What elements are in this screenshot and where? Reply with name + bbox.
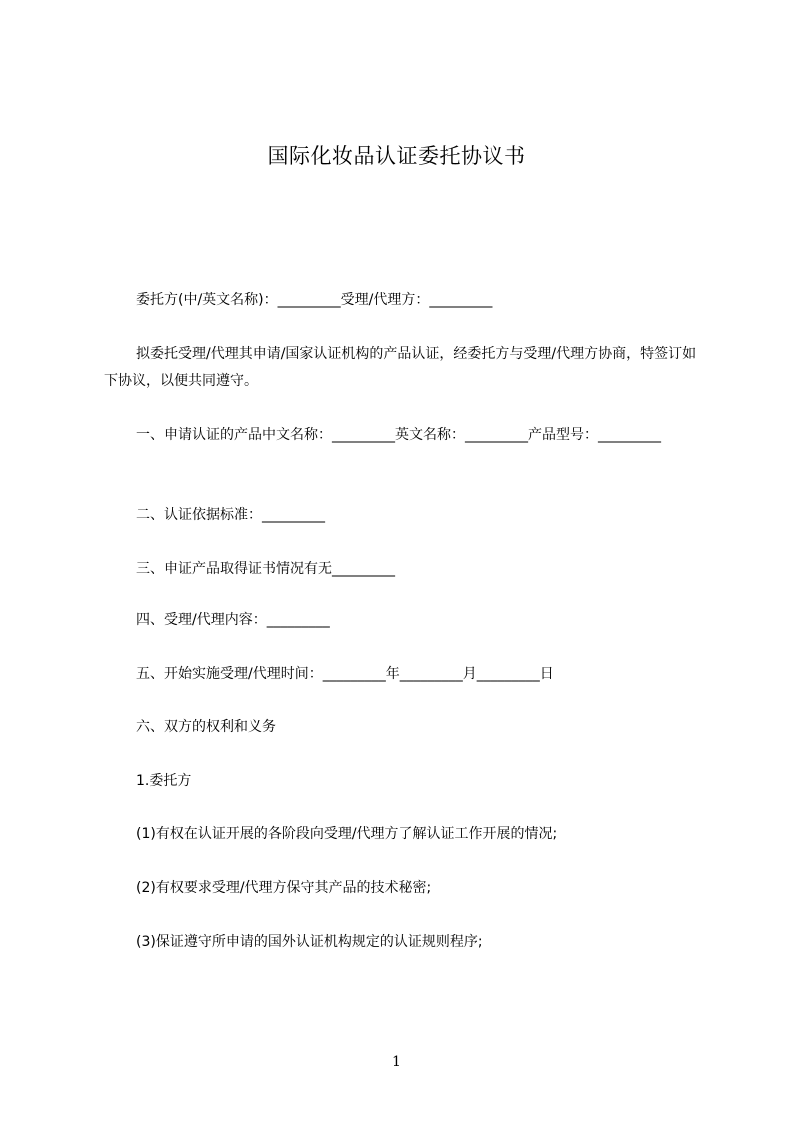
paragraph-section-6: 六、双方的权利和义务 bbox=[136, 719, 276, 735]
paragraph-parties: 委托方(中/英文名称)：_________受理/代理方：_________ bbox=[136, 292, 493, 308]
paragraph-section-1: 一、申请认证的产品中文名称：_________英文名称：_________产品型号：_________ bbox=[136, 427, 661, 443]
document-title: 国际化妆品认证委托协议书 bbox=[267, 144, 526, 168]
paragraph-section-5: 五、开始实施受理/代理时间：_________年_________月_________日 bbox=[136, 666, 554, 682]
paragraph-subsection-1: 1.委托方 bbox=[136, 773, 192, 789]
paragraph-item-2: (2)有权要求受理/代理方保守其产品的技术秘密; bbox=[136, 880, 432, 896]
paragraph-section-4: 四、受理/代理内容：_________ bbox=[136, 612, 330, 628]
paragraph-item-3: (3)保证遵守所申请的国外认证机构规定的认证规则程序; bbox=[136, 934, 483, 950]
paragraph-preamble: 拟委托受理/代理其申请/国家认证机构的产品认证，经委托方与受理/代理方协商，特签订如下协议，以便共同遵守。 bbox=[104, 346, 697, 389]
paragraph-section-3: 三、申证产品取得证书情况有无_________ bbox=[136, 561, 395, 577]
paragraph-section-2: 二、认证依据标准：_________ bbox=[136, 507, 325, 523]
page-number: 1 bbox=[392, 1054, 401, 1070]
paragraph-item-1: (1)有权在认证开展的各阶段向受理/代理方了解认证工作开展的情况; bbox=[136, 826, 558, 842]
